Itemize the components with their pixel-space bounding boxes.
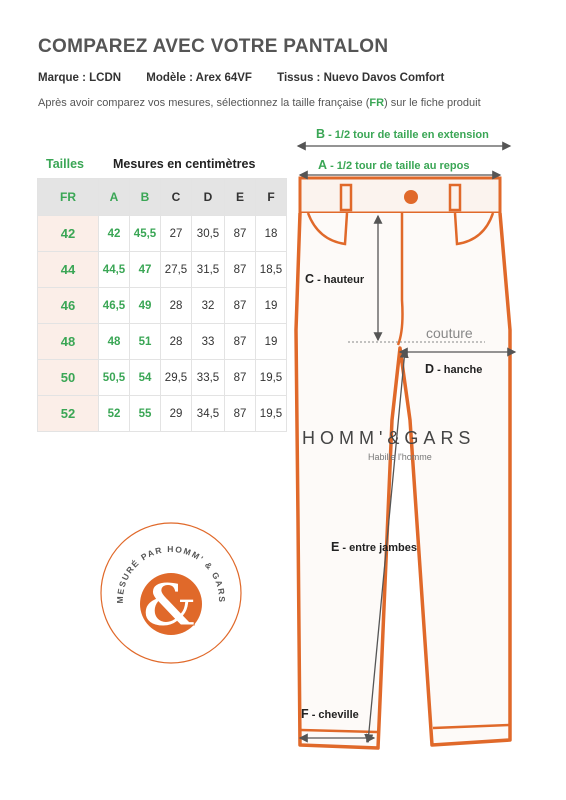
- measure-cell: 31,5: [192, 252, 225, 288]
- badge-ampersand-icon: &: [142, 571, 196, 639]
- label-c: C - hauteur: [305, 272, 365, 286]
- size-cell: 50: [38, 360, 99, 396]
- measure-cell: 50,5: [99, 360, 130, 396]
- note-fr: FR: [369, 97, 385, 109]
- table-row: [38, 288, 287, 324]
- table-row: [38, 360, 287, 396]
- note-before: Après avoir comparez vos mesures, sélectionnez la taille française (: [38, 97, 370, 109]
- measure-cell: 54: [130, 360, 161, 396]
- measure-cell: 51: [130, 324, 161, 360]
- badge-arc-text: MESURÉ PAR HOMM' & GARS: [114, 543, 228, 604]
- column-header: B: [130, 179, 161, 216]
- product-meta: [38, 72, 466, 84]
- measure-cell: 87: [225, 360, 256, 396]
- size-cell: 48: [38, 324, 99, 360]
- note-after: ) sur le fiche produit: [384, 97, 481, 109]
- measure-cell: 18: [256, 216, 287, 252]
- measure-cell: 87: [225, 324, 256, 360]
- measure-cell: 29: [161, 396, 192, 432]
- measure-cell: 19: [256, 288, 287, 324]
- size-cell: 52: [38, 396, 99, 432]
- measure-cell: 33: [192, 324, 225, 360]
- measure-cell: 19: [256, 324, 287, 360]
- size-cell: 44: [38, 252, 99, 288]
- label-f: F - cheville: [301, 707, 359, 721]
- measures-label: Mesures en centimètres: [113, 157, 256, 171]
- measured-badge: [98, 520, 244, 666]
- table-row: [38, 396, 287, 432]
- measure-cell: 87: [225, 252, 256, 288]
- measure-cell: 18,5: [256, 252, 287, 288]
- column-header: C: [161, 179, 192, 216]
- measure-cell: 27: [161, 216, 192, 252]
- column-header: E: [225, 179, 256, 216]
- measure-cell: 34,5: [192, 396, 225, 432]
- column-header: F: [256, 179, 287, 216]
- page-title: COMPAREZ AVEC VOTRE PANTALON: [38, 36, 389, 57]
- measure-cell: 48: [99, 324, 130, 360]
- measure-cell: 28: [161, 288, 192, 324]
- size-table: [37, 178, 287, 432]
- brand-watermark: HOMM'&GARS: [302, 428, 476, 448]
- measure-cell: 55: [130, 396, 161, 432]
- brand-tagline: Habille l'homme: [368, 452, 432, 462]
- measure-cell: 19,5: [256, 360, 287, 396]
- measure-cell: 33,5: [192, 360, 225, 396]
- measure-cell: 46,5: [99, 288, 130, 324]
- column-header: D: [192, 179, 225, 216]
- button-icon: [404, 190, 418, 204]
- table-row: [38, 252, 287, 288]
- model-label: Modèle : Arex 64VF: [146, 72, 252, 84]
- label-couture: couture: [426, 325, 473, 341]
- measure-cell: 32: [192, 288, 225, 324]
- column-header: A: [99, 179, 130, 216]
- measure-cell: 49: [130, 288, 161, 324]
- column-header: FR: [38, 179, 99, 216]
- measure-cell: 28: [161, 324, 192, 360]
- measure-cell: 19,5: [256, 396, 287, 432]
- size-cell: 42: [38, 216, 99, 252]
- sizes-label: Tailles: [46, 157, 84, 171]
- measure-cell: 44,5: [99, 252, 130, 288]
- measure-cell: 42: [99, 216, 130, 252]
- brand-label: Marque : LCDN: [38, 72, 122, 84]
- label-e: E - entre jambes: [331, 540, 417, 554]
- measure-cell: 87: [225, 216, 256, 252]
- table-row: [38, 324, 287, 360]
- waistband-outline: [300, 178, 500, 213]
- measure-cell: 27,5: [161, 252, 192, 288]
- measure-cell: 87: [225, 288, 256, 324]
- label-a: A - 1/2 tour de taille au repos: [318, 158, 470, 172]
- instruction-note: [38, 97, 481, 109]
- size-cell: 46: [38, 288, 99, 324]
- label-d: D - hanche: [425, 362, 483, 376]
- measure-cell: 87: [225, 396, 256, 432]
- measure-cell: 30,5: [192, 216, 225, 252]
- table-header-row: [38, 179, 287, 216]
- table-row: [38, 216, 287, 252]
- label-b: B - 1/2 tour de taille en extension: [316, 127, 489, 141]
- fabric-label: Tissus : Nuevo Davos Comfort: [277, 72, 445, 84]
- measure-cell: 47: [130, 252, 161, 288]
- measure-cell: 29,5: [161, 360, 192, 396]
- measure-cell: 45,5: [130, 216, 161, 252]
- measure-cell: 52: [99, 396, 130, 432]
